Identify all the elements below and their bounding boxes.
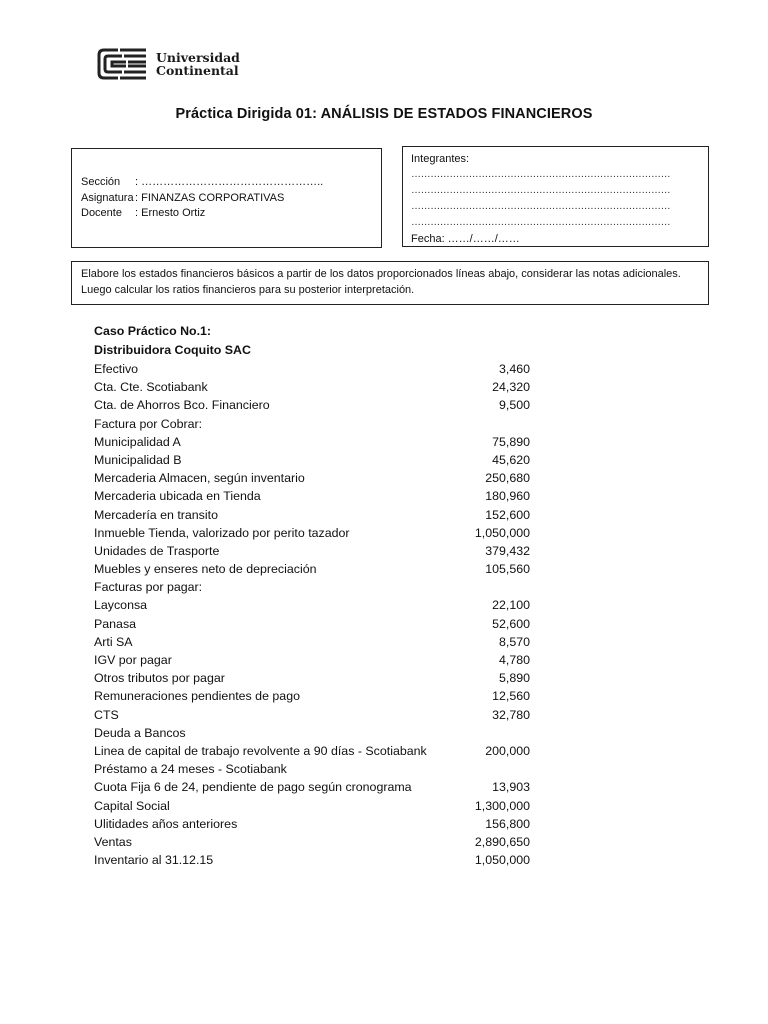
item-label: Municipalidad A — [94, 434, 181, 449]
item-value: 4,780 — [498, 653, 530, 667]
list-item — [94, 378, 534, 396]
item-value — [460, 415, 534, 433]
case-items-list — [94, 360, 534, 869]
item-value: 1,300,000 — [474, 798, 530, 813]
section-label: Sección — [81, 176, 121, 188]
item-label: Mercadería en transito — [94, 507, 218, 522]
member-line: ……………………………………………………………………… — [411, 185, 671, 196]
item-label: Cta. de Ahorros Bco. Financiero — [94, 398, 270, 413]
list-item — [94, 560, 534, 578]
item-label: Unidades de Trasporte — [94, 543, 220, 558]
item-value — [460, 724, 534, 742]
list-item — [94, 451, 534, 469]
item-value: 52,600 — [492, 616, 530, 631]
page-title: Práctica Dirigida 01: ANÁLISIS DE ESTADOS FINANCIEROS — [175, 106, 593, 122]
instructions-box — [71, 261, 709, 305]
case-title: Caso Práctico No.1: — [94, 324, 212, 338]
list-item — [94, 669, 534, 687]
item-value: 12,560 — [492, 689, 530, 704]
logo-text — [156, 51, 240, 77]
list-item — [94, 415, 534, 433]
item-label: Ventas — [94, 834, 132, 849]
item-label: Mercaderia Almacen, según inventario — [94, 471, 305, 486]
list-item — [94, 797, 534, 815]
list-item — [94, 596, 534, 614]
section-value: : ………………………………………….. — [135, 176, 324, 188]
item-label: IGV por pagar — [94, 653, 172, 667]
item-value — [460, 760, 534, 778]
item-label: Linea de capital de trabajo revolvente a 90 días - Scotiabank — [94, 743, 427, 758]
list-item — [94, 651, 534, 669]
item-value — [460, 578, 534, 596]
members-label: Integrantes: — [411, 153, 470, 165]
item-value: 379,432 — [485, 543, 530, 558]
case-section — [94, 322, 534, 869]
item-label: Facturas por pagar: — [94, 580, 203, 595]
list-item — [94, 687, 534, 705]
list-item — [94, 360, 534, 378]
list-item — [94, 469, 534, 487]
item-value: 75,890 — [492, 434, 530, 449]
instructions-text: Elabore los estados financieros básicos a partir de los datos proporcionados líneas abajo, considerar las notas adicionales. Luego calcular los ratios financieros para su posterior interpretación. — [81, 268, 681, 296]
item-label: Préstamo a 24 meses - Scotiabank — [94, 762, 287, 777]
list-item — [94, 578, 534, 596]
item-value: 1,050,000 — [474, 525, 530, 540]
list-item — [94, 506, 534, 524]
list-item — [94, 760, 534, 778]
list-item — [94, 396, 534, 414]
item-value: 8,570 — [498, 634, 530, 649]
course-info-box — [71, 148, 382, 248]
item-label: Ulitidades años anteriores — [94, 816, 238, 831]
item-value: 1,050,000 — [474, 853, 530, 868]
item-value: 250,680 — [485, 471, 530, 486]
section-row — [81, 175, 323, 191]
item-label: Inventario al 31.12.15 — [94, 853, 214, 868]
university-logo — [96, 46, 240, 82]
item-label: Remuneraciones pendientes de pago — [94, 689, 300, 704]
list-item — [94, 487, 534, 505]
member-line: ……………………………………………………………………… — [411, 201, 671, 212]
item-value: 13,903 — [492, 780, 530, 795]
item-value: 200,000 — [485, 743, 530, 758]
item-label: Arti SA — [94, 634, 133, 649]
continental-logo-icon — [96, 46, 148, 82]
list-item — [94, 433, 534, 451]
subject-label: Asignatura — [81, 191, 134, 204]
teacher-label: Docente — [81, 207, 122, 219]
list-item — [94, 851, 534, 869]
company-name: Distribuidora Coquito SAC — [94, 343, 251, 357]
item-value: 2,890,650 — [474, 834, 530, 849]
subject-value: : FINANZAS CORPORATIVAS — [135, 191, 285, 204]
list-item — [94, 778, 534, 796]
item-value: 105,560 — [485, 562, 530, 577]
item-label: Layconsa — [94, 598, 148, 613]
teacher-value: : Ernesto Ortiz — [135, 207, 206, 219]
item-value: 22,100 — [492, 598, 530, 613]
list-item — [94, 633, 534, 651]
list-item — [94, 615, 534, 633]
item-label: Municipalidad B — [94, 452, 182, 467]
item-value: 180,960 — [485, 489, 530, 504]
item-label: CTS — [94, 707, 119, 722]
item-value: 45,620 — [492, 452, 530, 467]
item-value: 152,600 — [485, 507, 530, 522]
item-value: 5,890 — [498, 671, 530, 686]
item-label: Inmueble Tienda, valorizado por perito tazador — [94, 525, 350, 540]
list-item — [94, 542, 534, 560]
item-label: Deuda a Bancos — [94, 725, 186, 740]
member-line: ……………………………………………………………………… — [411, 217, 671, 228]
item-value: 9,500 — [498, 398, 530, 413]
list-item — [94, 524, 534, 542]
logo-line1: Universidad — [156, 50, 240, 65]
list-item — [94, 706, 534, 724]
item-value: 32,780 — [492, 707, 530, 722]
item-label: Cta. Cte. Scotiabank — [94, 380, 208, 395]
list-item — [94, 815, 534, 833]
item-label: Mercaderia ubicada en Tienda — [94, 489, 261, 504]
subject-row — [81, 191, 323, 207]
item-label: Muebles y enseres neto de depreciación — [94, 562, 317, 577]
item-label: Factura por Cobrar: — [94, 416, 203, 431]
item-label: Panasa — [94, 616, 137, 631]
members-box — [402, 146, 709, 247]
item-value: 3,460 — [498, 362, 530, 376]
member-line: ……………………………………………………………………… — [411, 169, 671, 180]
item-label: Otros tributos por pagar — [94, 671, 225, 686]
item-label: Cuota Fija 6 de 24, pendiente de pago según cronograma — [94, 780, 412, 795]
item-value: 24,320 — [492, 380, 530, 395]
date-line: Fecha: ……/……/…… — [411, 233, 520, 245]
logo-line2: Continental — [156, 63, 239, 78]
teacher-row — [81, 206, 323, 222]
item-label: Efectivo — [94, 362, 139, 376]
list-item — [94, 742, 534, 760]
item-label: Capital Social — [94, 798, 170, 813]
item-value: 156,800 — [485, 816, 530, 831]
list-item — [94, 833, 534, 851]
list-item — [94, 724, 534, 742]
